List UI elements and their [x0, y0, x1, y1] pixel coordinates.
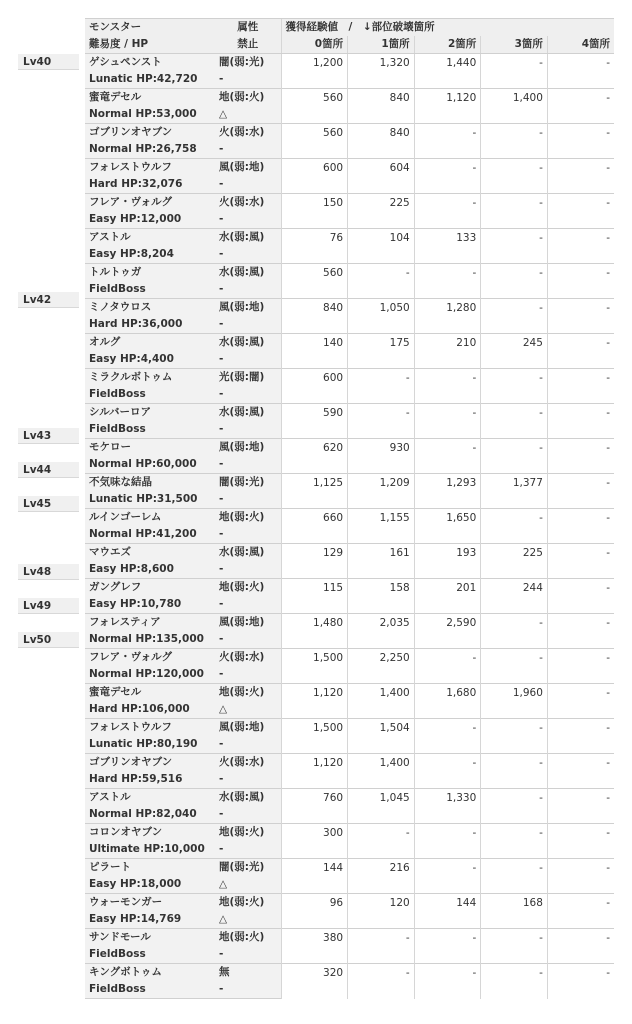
exp-value: - — [547, 964, 614, 999]
monster-attr: 闇(弱:光) — [215, 54, 281, 72]
exp-value: 1,125 — [281, 474, 348, 509]
monster-attr: 火(弱:水) — [215, 649, 281, 667]
monster-ban: - — [215, 246, 281, 264]
exp-value: - — [547, 439, 614, 474]
exp-value: - — [547, 159, 614, 194]
level-label: Lv49 — [18, 598, 79, 614]
exp-value: 2,250 — [348, 649, 415, 684]
exp-value: - — [481, 649, 548, 684]
monster-row — [85, 369, 614, 387]
monster-attr: 水(弱:風) — [215, 334, 281, 352]
exp-value: - — [414, 754, 481, 789]
exp-value: - — [414, 439, 481, 474]
monster-row — [85, 124, 614, 142]
exp-value: - — [481, 439, 548, 474]
exp-value: - — [414, 124, 481, 159]
monster-ban: - — [215, 351, 281, 369]
monster-attr: 闇(弱:光) — [215, 474, 281, 492]
monster-name: ミノタウロス — [85, 299, 215, 317]
monster-attr: 風(弱:地) — [215, 159, 281, 177]
exp-value: 1,377 — [481, 474, 548, 509]
monster-difficulty: Easy HP:8,600 — [85, 561, 215, 579]
monster-difficulty: Easy HP:8,204 — [85, 246, 215, 264]
monster-ban: - — [215, 561, 281, 579]
monster-ban: - — [215, 666, 281, 684]
exp-value: - — [547, 544, 614, 579]
exp-value: 560 — [281, 124, 348, 159]
monster-attr: 水(弱:風) — [215, 544, 281, 562]
monster-difficulty: Easy HP:10,780 — [85, 596, 215, 614]
monster-ban: - — [215, 176, 281, 194]
monster-row — [85, 54, 614, 72]
monster-row — [85, 649, 614, 667]
monster-attr: 地(弱:火) — [215, 824, 281, 842]
exp-value: 590 — [281, 404, 348, 439]
exp-value: 225 — [481, 544, 548, 579]
exp-value: 1,045 — [348, 789, 415, 824]
exp-value: 1,280 — [414, 299, 481, 334]
level-label: Lv44 — [18, 462, 79, 478]
monster-difficulty: Lunatic HP:31,500 — [85, 491, 215, 509]
level-label: Lv45 — [18, 496, 79, 512]
exp-value: - — [414, 194, 481, 229]
exp-value: - — [414, 964, 481, 999]
exp-value: 1,400 — [481, 89, 548, 124]
monster-name: モケロー — [85, 439, 215, 457]
exp-value: - — [348, 964, 415, 999]
monster-attr: 水(弱:風) — [215, 264, 281, 282]
monster-name: 不気味な結晶 — [85, 474, 215, 492]
monster-name: シルバーロア — [85, 404, 215, 422]
monster-name: フレア・ヴォルグ — [85, 194, 215, 212]
monster-difficulty: FieldBoss — [85, 281, 215, 299]
exp-value: 104 — [348, 229, 415, 264]
exp-value: - — [547, 789, 614, 824]
monster-attr: 地(弱:火) — [215, 579, 281, 597]
header-row-1 — [85, 19, 614, 37]
parts-header: 4箇所 — [547, 36, 614, 54]
monster-name: フォレストウルフ — [85, 719, 215, 737]
exp-value: - — [481, 964, 548, 999]
monster-ban: △ — [215, 701, 281, 719]
parts-header: 1箇所 — [348, 36, 415, 54]
monster-row — [85, 929, 614, 947]
monster-name: ルインゴーレム — [85, 509, 215, 527]
monster-row — [85, 614, 614, 632]
exp-value: - — [481, 929, 548, 964]
header-row-2 — [85, 36, 614, 54]
exp-value: 245 — [481, 334, 548, 369]
exp-value: - — [547, 404, 614, 439]
monster-ban: - — [215, 806, 281, 824]
monster-difficulty: Hard HP:36,000 — [85, 316, 215, 334]
exp-value: 1,330 — [414, 789, 481, 824]
monster-attr: 火(弱:水) — [215, 124, 281, 142]
exp-value: - — [348, 404, 415, 439]
monster-attr: 火(弱:水) — [215, 754, 281, 772]
monster-name: サンドモール — [85, 929, 215, 947]
exp-value: 120 — [348, 894, 415, 929]
exp-value: 1,650 — [414, 509, 481, 544]
exp-value: 1,120 — [281, 754, 348, 789]
exp-value: 193 — [414, 544, 481, 579]
exp-value: - — [414, 929, 481, 964]
monster-ban: - — [215, 491, 281, 509]
exp-value: 244 — [481, 579, 548, 614]
monster-row — [85, 89, 614, 107]
exp-value: 560 — [281, 89, 348, 124]
exp-value: 1,120 — [414, 89, 481, 124]
exp-value: 1,504 — [348, 719, 415, 754]
exp-value: 1,680 — [414, 684, 481, 719]
exp-value: 175 — [348, 334, 415, 369]
monster-difficulty: FieldBoss — [85, 421, 215, 439]
exp-value: - — [481, 719, 548, 754]
exp-value: 2,035 — [348, 614, 415, 649]
monster-name: 蜜竜デセル — [85, 89, 215, 107]
exp-value: - — [481, 824, 548, 859]
exp-value: - — [547, 719, 614, 754]
monster-name: ミラクルボトゥム — [85, 369, 215, 387]
monster-name: ガングレフ — [85, 579, 215, 597]
exp-value: 161 — [348, 544, 415, 579]
exp-value: - — [547, 579, 614, 614]
exp-value: 1,293 — [414, 474, 481, 509]
exp-value: 320 — [281, 964, 348, 999]
exp-value: - — [348, 369, 415, 404]
monster-attr: 地(弱:火) — [215, 684, 281, 702]
monster-name: ピラート — [85, 859, 215, 877]
exp-value: 1,209 — [348, 474, 415, 509]
exp-value: 96 — [281, 894, 348, 929]
exp-value: 620 — [281, 439, 348, 474]
monster-row — [85, 754, 614, 772]
monster-difficulty: FieldBoss — [85, 946, 215, 964]
monster-difficulty: Normal HP:26,758 — [85, 141, 215, 159]
monster-name: フレア・ヴォルグ — [85, 649, 215, 667]
monster-difficulty: Normal HP:82,040 — [85, 806, 215, 824]
monster-row — [85, 859, 614, 877]
monster-ban: - — [215, 386, 281, 404]
monster-row — [85, 894, 614, 912]
monster-name: コロンオヤブン — [85, 824, 215, 842]
exp-value: - — [481, 299, 548, 334]
monster-row — [85, 334, 614, 352]
exp-value: - — [547, 229, 614, 264]
monster-ban: △ — [215, 106, 281, 124]
monster-row — [85, 404, 614, 422]
exp-value: 1,320 — [348, 54, 415, 89]
monster-difficulty: Normal HP:135,000 — [85, 631, 215, 649]
monster-row — [85, 159, 614, 177]
exp-value: 300 — [281, 824, 348, 859]
exp-value: - — [348, 264, 415, 299]
exp-value: 600 — [281, 369, 348, 404]
monster-row — [85, 264, 614, 282]
exp-value: - — [414, 859, 481, 894]
exp-value: - — [481, 159, 548, 194]
monster-row — [85, 824, 614, 842]
exp-value: 930 — [348, 439, 415, 474]
exp-value: - — [481, 264, 548, 299]
exp-value: 216 — [348, 859, 415, 894]
exp-value: 133 — [414, 229, 481, 264]
monster-ban: - — [215, 456, 281, 474]
monster-name: 蜜竜デセル — [85, 684, 215, 702]
monster-difficulty: Normal HP:53,000 — [85, 106, 215, 124]
exp-value: - — [547, 369, 614, 404]
exp-value: - — [348, 929, 415, 964]
monster-row — [85, 964, 614, 982]
monster-name: フォレスティア — [85, 614, 215, 632]
exp-value: - — [547, 614, 614, 649]
monster-ban: - — [215, 946, 281, 964]
exp-value: 76 — [281, 229, 348, 264]
exp-value: 150 — [281, 194, 348, 229]
monster-ban: △ — [215, 911, 281, 929]
monster-difficulty: Ultimate HP:10,000 — [85, 841, 215, 859]
monster-ban: △ — [215, 876, 281, 894]
exp-value: - — [414, 824, 481, 859]
monster-attr: 火(弱:水) — [215, 194, 281, 212]
monster-ban: - — [215, 841, 281, 859]
exp-value: - — [414, 159, 481, 194]
exp-value: - — [547, 334, 614, 369]
exp-value: 210 — [414, 334, 481, 369]
monster-row — [85, 579, 614, 597]
exp-value: 144 — [281, 859, 348, 894]
monster-attr: 水(弱:風) — [215, 404, 281, 422]
monster-difficulty: Easy HP:18,000 — [85, 876, 215, 894]
monster-difficulty: Lunatic HP:80,190 — [85, 736, 215, 754]
exp-value: 144 — [414, 894, 481, 929]
monster-difficulty: Lunatic HP:42,720 — [85, 71, 215, 89]
exp-value: - — [547, 894, 614, 929]
monster-difficulty: Normal HP:41,200 — [85, 526, 215, 544]
exp-value: - — [547, 509, 614, 544]
exp-value: - — [547, 929, 614, 964]
monster-ban: - — [215, 736, 281, 754]
exp-value: 1,960 — [481, 684, 548, 719]
monster-attr: 無 — [215, 964, 281, 982]
exp-value: 600 — [281, 159, 348, 194]
monster-attr: 地(弱:火) — [215, 509, 281, 527]
monster-ban: - — [215, 316, 281, 334]
level-label: Lv48 — [18, 564, 79, 580]
exp-value: 1,500 — [281, 719, 348, 754]
monster-name: アストル — [85, 789, 215, 807]
exp-value: - — [547, 54, 614, 89]
exp-value: - — [547, 89, 614, 124]
monster-row — [85, 544, 614, 562]
exp-value: 2,590 — [414, 614, 481, 649]
exp-value: 840 — [348, 89, 415, 124]
exp-value: 1,500 — [281, 649, 348, 684]
level-label: Lv40 — [18, 54, 79, 70]
monster-row — [85, 474, 614, 492]
monster-ban: - — [215, 631, 281, 649]
monster-name: ウォーモンガー — [85, 894, 215, 912]
exp-value: 158 — [348, 579, 415, 614]
monster-table — [85, 18, 614, 999]
monster-difficulty: Normal HP:60,000 — [85, 456, 215, 474]
exp-value: - — [414, 369, 481, 404]
exp-value: 1,480 — [281, 614, 348, 649]
monster-attr: 光(弱:闇) — [215, 369, 281, 387]
exp-value: 1,440 — [414, 54, 481, 89]
monster-difficulty: Hard HP:59,516 — [85, 771, 215, 789]
monster-difficulty: Easy HP:14,769 — [85, 911, 215, 929]
level-label: Lv50 — [18, 632, 79, 648]
monster-row — [85, 194, 614, 212]
parts-header: 3箇所 — [481, 36, 548, 54]
exp-value: - — [547, 264, 614, 299]
monster-difficulty: Normal HP:120,000 — [85, 666, 215, 684]
exp-value: - — [481, 754, 548, 789]
exp-value: - — [547, 824, 614, 859]
exp-value: 660 — [281, 509, 348, 544]
monster-name: キングボトゥム — [85, 964, 215, 982]
exp-value: 225 — [348, 194, 415, 229]
exp-value: - — [414, 719, 481, 754]
exp-value: 168 — [481, 894, 548, 929]
exp-value: 560 — [281, 264, 348, 299]
monster-attr: 水(弱:風) — [215, 229, 281, 247]
monster-row — [85, 439, 614, 457]
exp-value: 380 — [281, 929, 348, 964]
monster-ban: - — [215, 281, 281, 299]
monster-attr: 地(弱:火) — [215, 929, 281, 947]
exp-value: 1,050 — [348, 299, 415, 334]
monster-attr: 風(弱:地) — [215, 299, 281, 317]
exp-value: 129 — [281, 544, 348, 579]
attr-header: 属性 — [215, 19, 281, 37]
monster-difficulty: Hard HP:106,000 — [85, 701, 215, 719]
exp-value: 1,155 — [348, 509, 415, 544]
exp-value: 115 — [281, 579, 348, 614]
parts-header: 0箇所 — [281, 36, 348, 54]
monster-name: ゴブリンオヤブン — [85, 124, 215, 142]
exp-value: 201 — [414, 579, 481, 614]
monster-row — [85, 684, 614, 702]
exp-value: - — [481, 54, 548, 89]
monster-name: オルグ — [85, 334, 215, 352]
exp-value: 604 — [348, 159, 415, 194]
monster-row — [85, 509, 614, 527]
monster-ban: - — [215, 421, 281, 439]
exp-value: - — [414, 649, 481, 684]
monster-name: ゲシュペンスト — [85, 54, 215, 72]
ban-header: 禁止 — [215, 36, 281, 54]
monster-ban: - — [215, 771, 281, 789]
monster-row — [85, 229, 614, 247]
exp-value: - — [547, 684, 614, 719]
exp-value: - — [547, 194, 614, 229]
exp-value: - — [481, 229, 548, 264]
monster-name: フォレストウルフ — [85, 159, 215, 177]
monster-difficulty: FieldBoss — [85, 981, 215, 999]
level-label: Lv42 — [18, 292, 79, 308]
exp-value: 1,120 — [281, 684, 348, 719]
exp-value: - — [547, 859, 614, 894]
exp-value: - — [547, 124, 614, 159]
monster-ban: - — [215, 211, 281, 229]
monster-ban: - — [215, 71, 281, 89]
exp-value: - — [348, 824, 415, 859]
exp-value: - — [481, 789, 548, 824]
exp-value: - — [481, 369, 548, 404]
monster-ban: - — [215, 526, 281, 544]
monster-attr: 風(弱:地) — [215, 439, 281, 457]
difficulty-header: 難易度 / HP — [85, 36, 215, 54]
exp-value: 840 — [281, 299, 348, 334]
monster-difficulty: Hard HP:32,076 — [85, 176, 215, 194]
exp-value: 1,200 — [281, 54, 348, 89]
monster-attr: 地(弱:火) — [215, 89, 281, 107]
exp-value: - — [414, 264, 481, 299]
monster-difficulty: Easy HP:4,400 — [85, 351, 215, 369]
monster-header: モンスター — [85, 19, 215, 37]
monster-attr: 水(弱:風) — [215, 789, 281, 807]
monster-name: アストル — [85, 229, 215, 247]
monster-name: マウエズ — [85, 544, 215, 562]
monster-attr: 地(弱:火) — [215, 894, 281, 912]
monster-ban: - — [215, 981, 281, 999]
exp-value: - — [481, 404, 548, 439]
exp-value: - — [547, 649, 614, 684]
monster-ban: - — [215, 596, 281, 614]
monster-difficulty: Easy HP:12,000 — [85, 211, 215, 229]
exp-value: 1,400 — [348, 754, 415, 789]
exp-value: - — [481, 509, 548, 544]
exp-value: - — [481, 194, 548, 229]
exp-value: 1,400 — [348, 684, 415, 719]
exp-value: - — [481, 614, 548, 649]
exp-value: 140 — [281, 334, 348, 369]
monster-row — [85, 299, 614, 317]
monster-difficulty: FieldBoss — [85, 386, 215, 404]
monster-attr: 風(弱:地) — [215, 614, 281, 632]
exp-value: - — [481, 124, 548, 159]
monster-attr: 風(弱:地) — [215, 719, 281, 737]
monster-ban: - — [215, 141, 281, 159]
monster-row — [85, 719, 614, 737]
exp-value: - — [481, 859, 548, 894]
exp-value: - — [414, 404, 481, 439]
monster-row — [85, 789, 614, 807]
exp-header: 獲得経験値 / ↓部位破壊箇所 — [281, 19, 614, 37]
exp-value: - — [547, 754, 614, 789]
exp-value: 840 — [348, 124, 415, 159]
exp-value: - — [547, 299, 614, 334]
exp-value: - — [547, 474, 614, 509]
parts-header: 2箇所 — [414, 36, 481, 54]
exp-value: 760 — [281, 789, 348, 824]
monster-attr: 闇(弱:光) — [215, 859, 281, 877]
level-label: Lv43 — [18, 428, 79, 444]
monster-name: トルトゥガ — [85, 264, 215, 282]
monster-name: ゴブリンオヤブン — [85, 754, 215, 772]
